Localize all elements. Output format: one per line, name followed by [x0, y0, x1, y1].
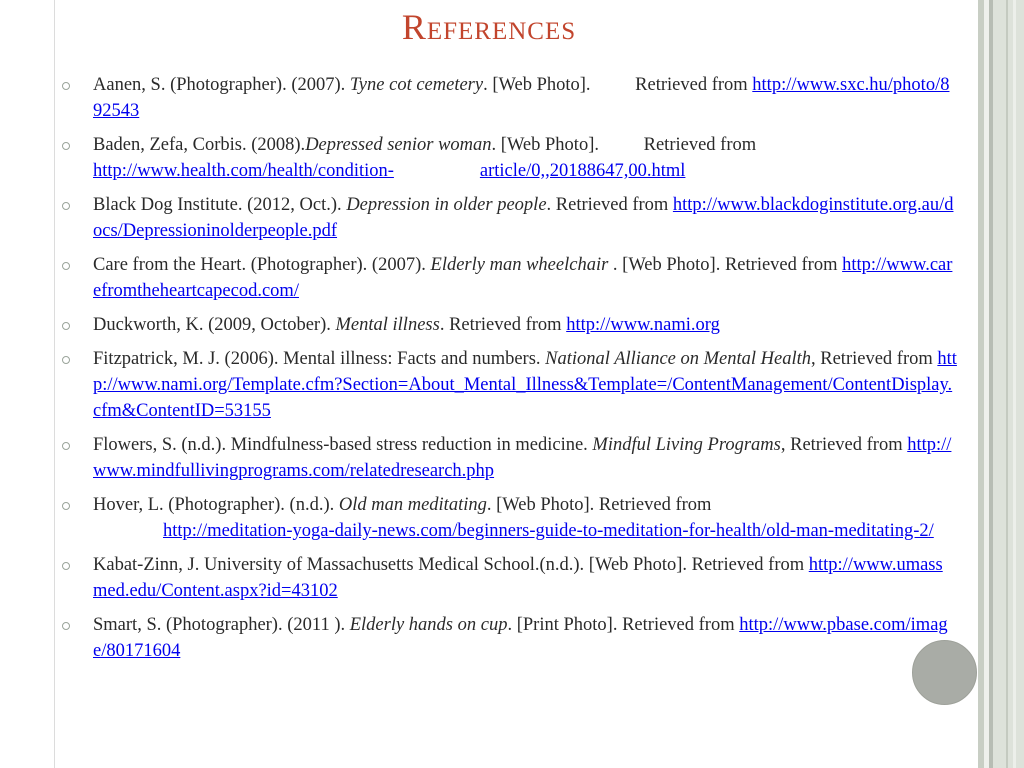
reference-text: , Retrieved from	[780, 435, 908, 455]
reference-link[interactable]: http://www.mindfullivingprograms.com/relatedresearch.php	[93, 435, 952, 481]
bullet-icon	[62, 202, 70, 210]
reference-title: Depression in older people	[346, 195, 547, 215]
reference-item	[62, 492, 957, 544]
reference-item	[62, 346, 957, 424]
reference-link[interactable]: http://www.nami.org/Template.cfm?Section=About_Mental_Illness&Template=/ContentManagement/ContentDisplay.cfm&ContentID=53155	[93, 349, 957, 421]
reference-text: Baden, Zefa, Corbis. (2008).	[93, 135, 306, 155]
decorative-side-bar	[993, 0, 1024, 768]
reference-text: . [Print Photo]. Retrieved from	[507, 615, 740, 635]
page-title: References	[401, 7, 577, 47]
reference-link[interactable]: http://www.sxc.hu/photo/892543	[93, 75, 950, 121]
reference-item	[62, 72, 957, 124]
reference-text: Black Dog Institute. (2012, Oct.).	[93, 195, 347, 215]
bullet-icon	[62, 262, 70, 270]
reference-title: Mental illness	[335, 315, 440, 335]
reference-text: Retrieved from	[635, 75, 753, 95]
reference-text: Aanen, S. (Photographer). (2007).	[93, 75, 350, 95]
reference-text: . [Web Photo]. Retrieved from	[608, 255, 843, 275]
reference-link[interactable]: http://www.pbase.com/image/80171604	[93, 615, 948, 661]
reference-title: Depressed senior woman	[305, 135, 492, 155]
reference-link[interactable]: http://meditation-yoga-daily-news.com/beginners-guide-to-meditation-for-health/old-man-meditating-2/	[163, 521, 934, 541]
reference-item	[62, 552, 957, 604]
reference-item	[62, 192, 957, 244]
reference-title: Elderly hands on cup	[349, 615, 508, 635]
reference-item	[62, 432, 957, 484]
reference-title: National Alliance on Mental Health	[545, 349, 811, 369]
reference-text: Duckworth, K. (2009, October).	[93, 315, 336, 335]
reference-title: Mindful Living Programs	[592, 435, 781, 455]
bullet-icon	[62, 142, 70, 150]
reference-link[interactable]: http://www.nami.org	[566, 315, 720, 335]
reference-text: Hover, L. (Photographer). (n.d.).	[93, 495, 339, 515]
reference-title: Tyne cot cemetery	[349, 75, 484, 95]
bullet-icon	[62, 502, 70, 510]
reference-title: Elderly man wheelchair	[430, 255, 609, 275]
bullet-icon	[62, 442, 70, 450]
reference-link[interactable]: http://www.blackdoginstitute.org.au/docs/Depressioninolderpeople.pdf	[93, 195, 954, 241]
reference-text: . [Web Photo]. Retrieved from	[486, 495, 712, 515]
bullet-icon	[62, 356, 70, 364]
bullet-icon	[62, 622, 70, 630]
reference-item	[62, 252, 957, 304]
reference-item	[62, 132, 957, 184]
reference-link[interactable]: http://www.carefromtheheartcapecod.com/	[93, 255, 953, 301]
reference-title: Old man meditating	[338, 495, 487, 515]
reference-text: Fitzpatrick, M. J. (2006). Mental illness: Facts and numbers.	[93, 349, 546, 369]
reference-text: Retrieved from	[643, 135, 757, 155]
bullet-icon	[62, 322, 70, 330]
reference-text: Kabat-Zinn, J. University of Massachusetts Medical School.(n.d.). [Web Photo]. Retrieved from	[93, 555, 809, 575]
reference-text: Care from the Heart. (Photographer). (2007).	[93, 255, 431, 275]
reference-text: . Retrieved from	[439, 315, 567, 335]
reference-text: . Retrieved from	[546, 195, 673, 215]
reference-link[interactable]: http://www.health.com/health/condition- article/0,,20188647,00.html	[93, 161, 686, 181]
bullet-icon	[62, 562, 70, 570]
decorative-circle	[912, 640, 977, 705]
reference-item	[62, 612, 957, 664]
reference-text: . [Web Photo].	[483, 75, 596, 95]
decorative-side-bar	[1006, 0, 1008, 768]
reference-text: Flowers, S. (n.d.). Mindfulness-based stress reduction in medicine.	[93, 435, 593, 455]
reference-text: Smart, S. (Photographer). (2011 ).	[93, 615, 350, 635]
reference-link[interactable]: http://www.umassmed.edu/Content.aspx?id=43102	[93, 555, 943, 601]
slide-left-rule	[54, 0, 55, 768]
reference-text: . [Web Photo].	[491, 135, 604, 155]
reference-item	[62, 312, 957, 338]
decorative-side-bar	[1013, 0, 1016, 768]
bullet-icon	[62, 82, 70, 90]
reference-list	[62, 72, 957, 672]
reference-text: , Retrieved from	[811, 349, 938, 369]
